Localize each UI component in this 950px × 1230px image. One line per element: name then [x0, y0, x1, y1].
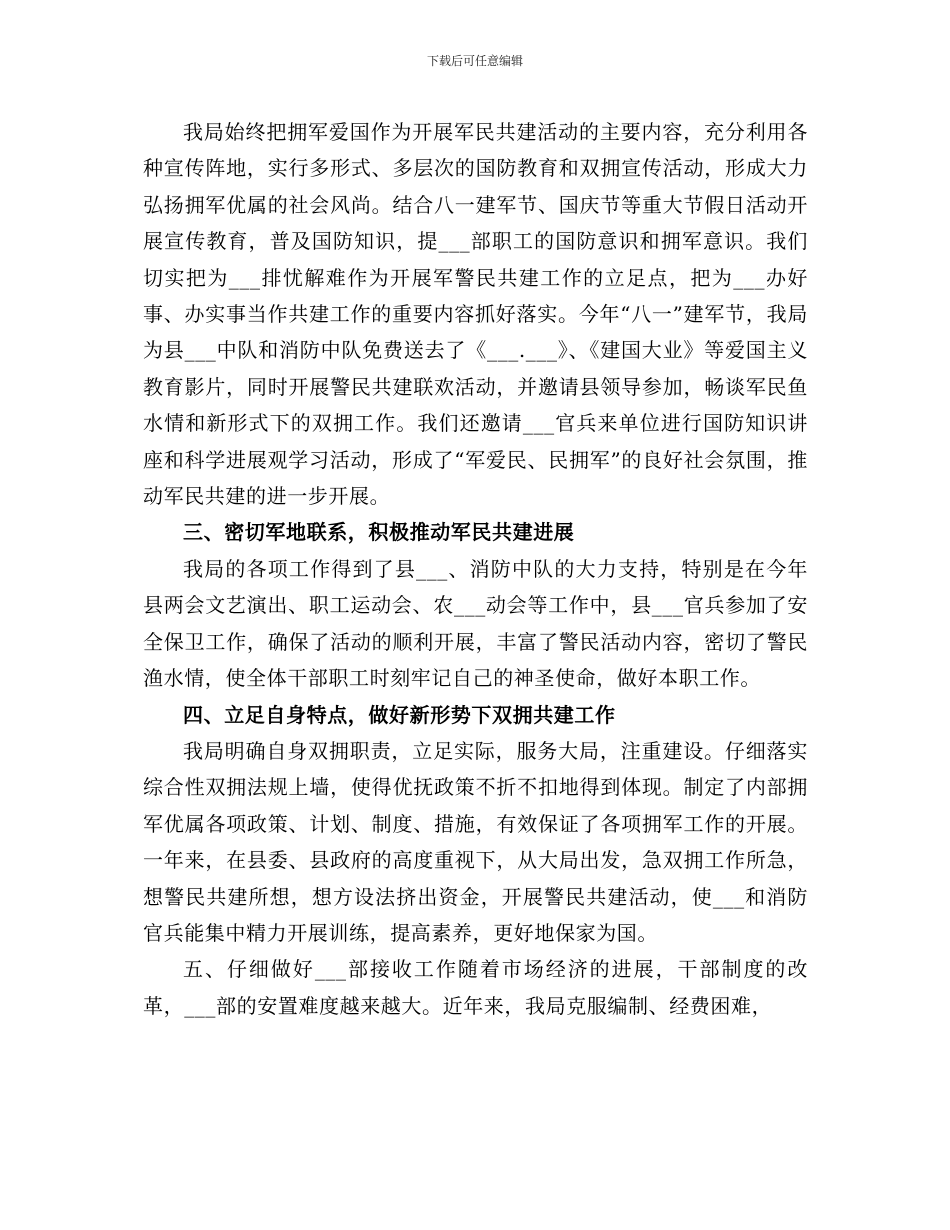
page-header: 下载后可任意编辑	[426, 54, 523, 68]
paragraph-army-support-publicity: 我局始终把拥军爱国作为开展军民共建活动的主要内容，充分利用各种宣传阵地，实行多形式、多层次的国防教育和双拥宣传活动，形成大力弘扬拥军优属的社会风尚。结合八一建军节、国庆节等重大节假日活动开展宣传教育，普及国防知识，提___部职工的国防意识和拥军意识。我们切实把为___排忧解难作为开展军警民共建工作的立足点，把为___办好事、办实事当作共建工作的重要内容抓好落实。今年“八一”建军节，我局为县___中队和消防中队免费送去了《___.___》、《建国大业》等爱国主义教育影片，同时开展警民共建联欢活动，并邀请县领导参加，畅谈军民鱼水情和新形式下的双拥工作。我们还邀请___官兵来单位进行国防知识讲座和科学进展观学习活动，形成了“军爱民、民拥军”的良好社会氛围，推动军民共建的进一步开展。	[143, 120, 808, 509]
paragraph-cadre-reception: 五、仔细做好___部接收工作随着市场经济的进展，干部制度的改革，___部的安置难度越来越大。近年来，我局克服编制、经费困难，	[143, 957, 808, 1018]
section-heading-3: 三、密切军地联系，积极推动军民共建进展	[183, 520, 575, 545]
section-heading-4: 四、立足自身特点，做好新形势下双拥共建工作	[183, 702, 616, 727]
paragraph-double-support-work: 我局明确自身双拥职责，立足实际，服务大局，注重建设。仔细落实综合性双拥法规上墙，使得优抚政策不折不扣地得到体现。制定了内部拥军优属各项政策、计划、制度、措施，有效保证了各项拥军工作的开展。一年来，在县委、县政府的高度重视下，从大局出发，急双拥工作所急，想警民共建所想，想方设法挤出资金，开展警民共建活动，使___和消防官兵能集中精力开展训练，提高素养，更好地保家为国。	[143, 738, 808, 945]
document-body	[143, 114, 808, 1024]
paragraph-military-civil-ties: 我局的各项工作得到了县___、消防中队的大力支持，特别是在今年县两会文艺演出、职工运动会、农___动会等工作中，县___官兵参加了安全保卫工作，确保了活动的顺利开展，丰富了警民活动内容，密切了警民渔水情，使全体干部职工时刻牢记自己的神圣使命，做好本职工作。	[143, 556, 808, 691]
